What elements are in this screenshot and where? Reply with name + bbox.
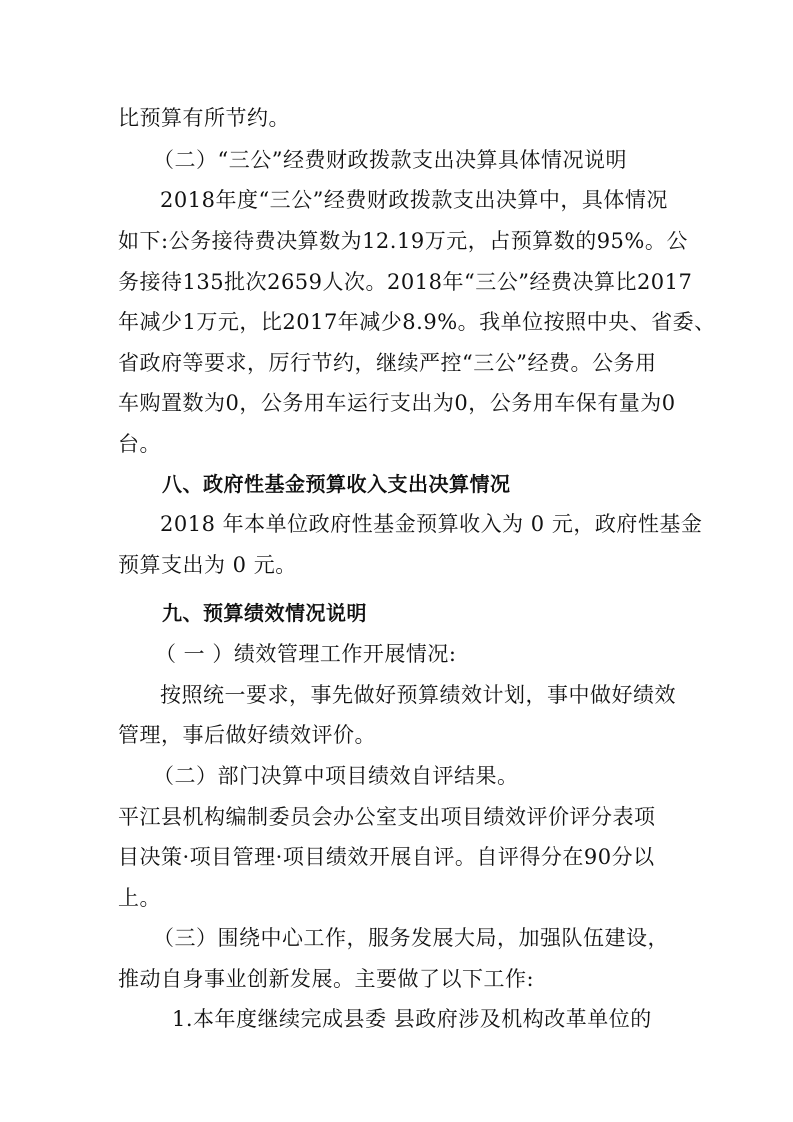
paragraph-line-20: 上。 [118,886,161,910]
section-heading-nine: 九、预算绩效情况说明 [162,601,367,625]
paragraph-line-3: 2018年度“三公”经费财政拨款支出决算中，具体情况 [160,188,668,212]
subheading-three-public-expenses: （二）“三公”经费财政拨款支出决算具体情况说明 [153,148,627,172]
paragraph-line-8: 车购置数为0，公务用车运行支出为0，公务用车保有量为0 [118,391,676,415]
paragraph-line-15: 按照统一要求，事先做好预算绩效计划，事中做好绩效 [160,683,676,707]
paragraph-line-5: 务接待135批次2659人次。2018年“三公”经费决算比2017 [118,270,693,294]
list-item-1: 1.本年度继续完成县委 县政府涉及机构改革单位的 [172,1007,652,1031]
subheading-performance-management: （ 一 ）绩效管理工作开展情况: [155,642,457,666]
paragraph-line-18: 平江县机构编制委员会办公室支出项目绩效评价评分表项 [118,805,656,829]
paragraph-line-19: 目决策·项目管理·项目绩效开展自评。自评得分在90分以 [118,845,655,869]
paragraph-line-1: 比预算有所节约。 [118,106,290,130]
paragraph-line-22: 推动自身事业创新发展。主要做了以下工作: [118,967,535,991]
subheading-central-work: （三）围绕中心工作，服务发展大局，加强队伍建设， [153,926,669,950]
subheading-self-evaluation: （二）部门决算中项目绩效自评结果。 [153,764,519,788]
paragraph-line-12: 预算支出为 0 元。 [118,553,297,577]
paragraph-line-16: 管理，事后做好绩效评价。 [118,723,376,747]
section-heading-eight: 八、政府性基金预算收入支出决算情况 [162,472,511,496]
paragraph-line-4: 如下:公务接待费决算数为12.19万元，占预算数的95%。公 [118,229,688,253]
paragraph-line-9: 台。 [118,432,161,456]
paragraph-line-11: 2018 年本单位政府性基金预算收入为 0 元，政府性基金 [160,512,703,536]
paragraph-line-7: 省政府等要求，厉行节约，继续严控“三公”经费。公务用 [118,351,657,375]
paragraph-line-6: 年减少1万元，比2017年减少8.9%。我单位按照中央、省委、 [118,310,716,334]
